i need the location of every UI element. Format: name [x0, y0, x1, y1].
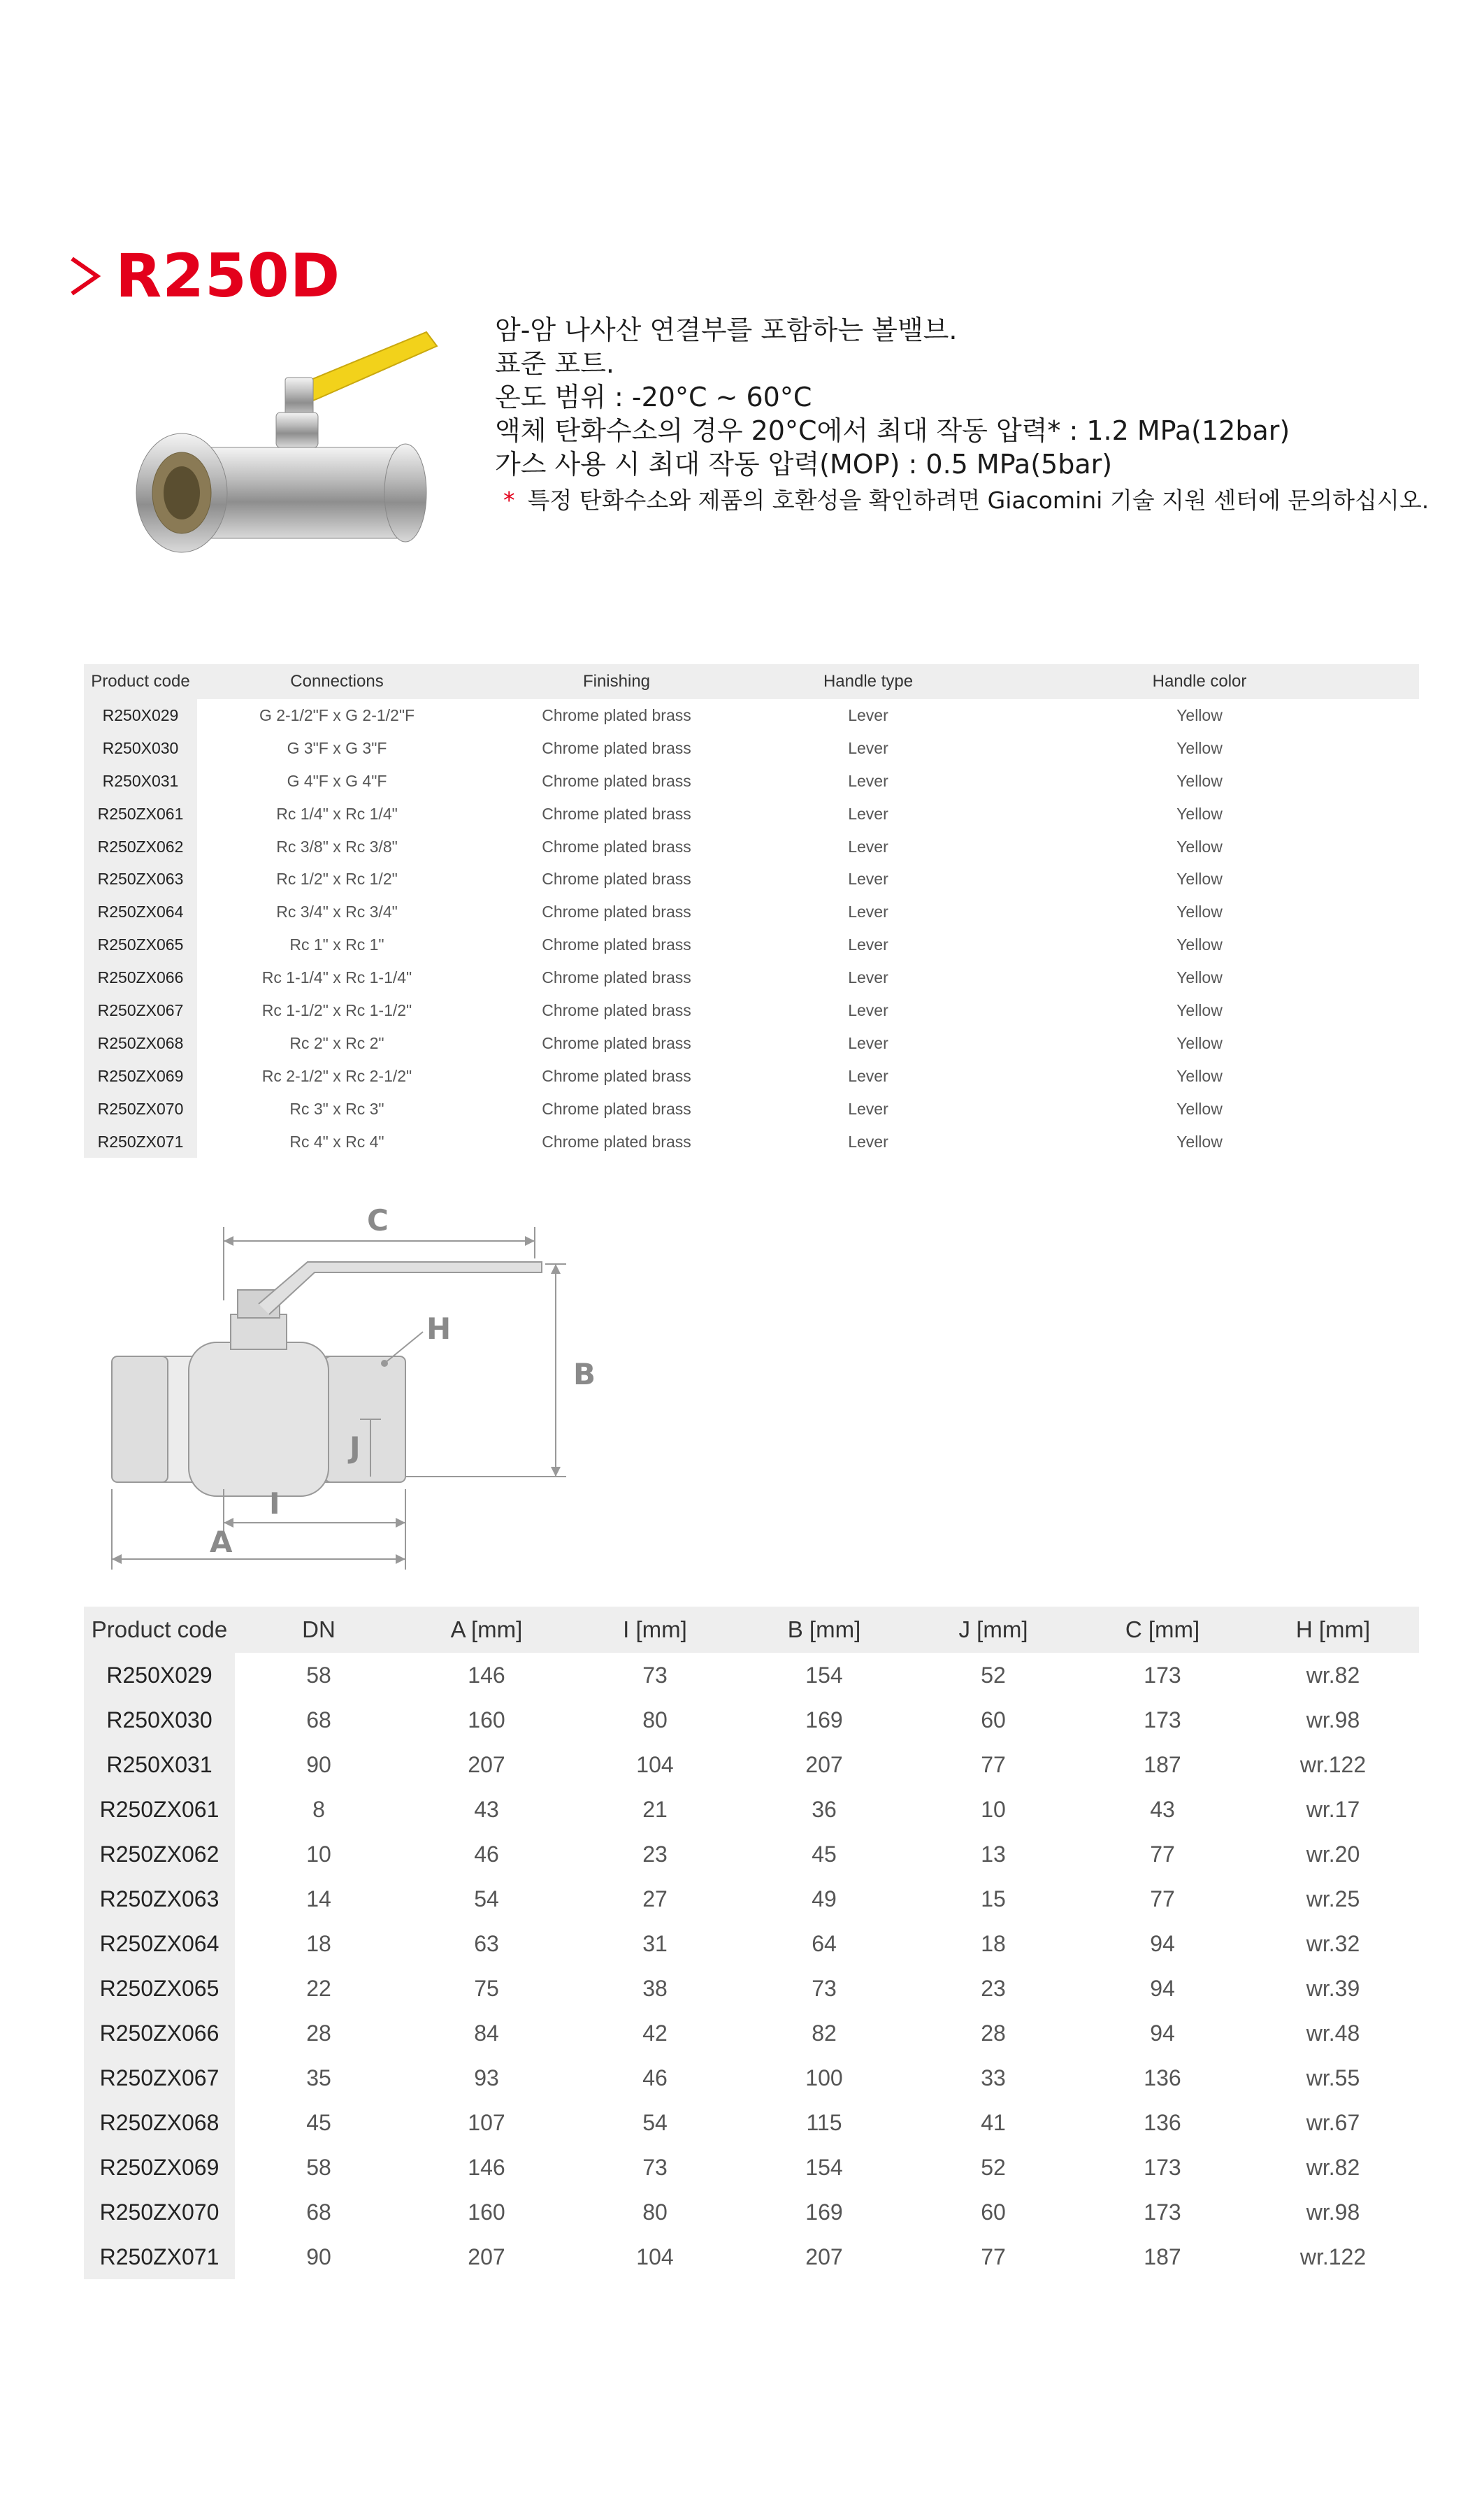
table-row	[84, 2055, 1419, 2100]
table-cell: 8	[312, 1796, 325, 1822]
table-cell: Rc 3/8" x Rc 3/8"	[197, 831, 477, 863]
table-cell: 207	[468, 1751, 505, 1777]
table-cell: Yellow	[980, 699, 1419, 732]
table-cell: 63	[474, 1930, 499, 1956]
column-header: J [mm]	[909, 1607, 1078, 1653]
table-cell: 54	[474, 1886, 499, 1911]
table-cell: Rc 3/4" x Rc 3/4"	[197, 896, 477, 928]
product-code-cell: R250X029	[84, 1653, 235, 1698]
table-cell: 68	[306, 1707, 331, 1732]
column-header: A [mm]	[403, 1607, 570, 1653]
table-cell: Chrome plated brass	[477, 896, 756, 928]
table-cell: 33	[981, 2065, 1006, 2090]
table-cell: 187	[1144, 2244, 1181, 2269]
table-cell: 169	[805, 1707, 843, 1732]
table-cell: Rc 1-1/2" x Rc 1-1/2"	[261, 1000, 412, 1019]
column-header: Finishing	[477, 664, 756, 699]
table-cell: wr.67	[1306, 2109, 1360, 2135]
table-cell: 64	[812, 1930, 837, 1956]
table-cell: 154	[805, 1662, 843, 1688]
table-row	[84, 2190, 1419, 2234]
table-cell: Lever	[848, 1132, 888, 1151]
table-cell: 82	[812, 2020, 837, 2046]
description-line: 암-암 나사산 연결부를 포함하는 볼밸브.	[495, 315, 958, 345]
table-row	[84, 994, 1419, 1027]
table-cell: Chrome plated brass	[542, 738, 691, 757]
table-cell: 146	[468, 2154, 505, 2180]
product-code-cell: R250ZX063	[84, 1876, 235, 1921]
table-cell: wr.122	[1299, 1751, 1367, 1777]
column-header: Handle color	[980, 664, 1419, 699]
product-code-cell: R250ZX061	[84, 1787, 235, 1832]
table-cell: Chrome plated brass	[542, 1132, 691, 1151]
table-cell: 28	[981, 2020, 1006, 2046]
table-row	[84, 2145, 1419, 2190]
table-cell: wr.17	[1306, 1796, 1360, 1822]
table-cell: wr.20	[1306, 1841, 1360, 1867]
table-row	[84, 1787, 1419, 1832]
column-header: DN	[235, 1607, 403, 1653]
product-code-cell: R250ZX062	[84, 1832, 235, 1876]
chevron-right-icon	[66, 252, 103, 301]
table-row	[84, 1653, 1419, 1698]
table-cell: Chrome plated brass	[542, 804, 691, 823]
table-cell: Chrome plated brass	[477, 765, 756, 798]
table-row	[84, 831, 1419, 863]
table-cell: Lever	[848, 738, 888, 757]
table-cell: 43	[474, 1796, 499, 1822]
table-cell: Chrome plated brass	[477, 699, 756, 732]
dim-label-c: C	[367, 1203, 389, 1237]
table-cell: 84	[474, 2020, 499, 2046]
table-cell: Lever	[756, 1027, 980, 1060]
table-row	[84, 928, 1419, 961]
table-cell: Chrome plated brass	[477, 1027, 756, 1060]
table-cell: 45	[812, 1841, 837, 1867]
table-cell: Yellow	[980, 961, 1419, 994]
table-cell: 42	[642, 2020, 668, 2046]
table-cell: 169	[805, 2199, 843, 2225]
dimension-diagram	[84, 1189, 629, 1580]
column-header: B [mm]	[740, 1607, 909, 1653]
product-code-cell: R250ZX070	[84, 2190, 235, 2234]
table-cell: 94	[1150, 2020, 1175, 2046]
table-cell: 52	[981, 1662, 1006, 1688]
table-cell: Yellow	[980, 1027, 1419, 1060]
table-cell: 75	[474, 1975, 499, 2001]
table-row	[84, 1093, 1419, 1126]
table-cell: Lever	[756, 961, 980, 994]
spec-table	[84, 664, 1419, 1158]
product-code-cell: R250ZX061	[84, 798, 197, 831]
table-cell: Yellow	[1176, 870, 1223, 889]
product-code-cell: R250ZX068	[84, 1027, 197, 1060]
table-row	[84, 2234, 1419, 2279]
product-code-cell: R250ZX062	[84, 831, 197, 863]
table-cell: Rc 4" x Rc 4"	[289, 1132, 384, 1151]
table-cell: wr.98	[1306, 1707, 1360, 1732]
table-cell: Lever	[756, 699, 980, 732]
table-cell: wr.48	[1306, 2020, 1360, 2046]
table-cell: 94	[1150, 1930, 1175, 1956]
table-row	[84, 896, 1419, 928]
table-cell: Yellow	[1176, 1066, 1223, 1085]
table-cell: Chrome plated brass	[542, 1066, 691, 1085]
dimension-table-body	[84, 1653, 1419, 2279]
table-cell: Yellow	[980, 896, 1419, 928]
table-cell: Rc 2" x Rc 2"	[197, 1027, 477, 1060]
table-cell: 41	[981, 2109, 1006, 2135]
product-code-cell: R250ZX069	[84, 2145, 235, 2190]
product-code-cell: R250ZX063	[84, 863, 197, 896]
column-header: Product code	[84, 1607, 235, 1653]
table-cell: 173	[1144, 2154, 1181, 2180]
table-cell: 104	[636, 2244, 674, 2269]
table-cell: 90	[306, 2244, 331, 2269]
table-row	[84, 1698, 1419, 1742]
table-cell: 146	[468, 1662, 505, 1688]
table-cell: 31	[642, 1930, 668, 1956]
table-cell: Chrome plated brass	[542, 935, 691, 954]
product-description	[495, 313, 1460, 481]
dim-label-h: H	[426, 1312, 452, 1346]
table-cell: Lever	[756, 831, 980, 863]
ball-valve-photo	[98, 308, 489, 587]
table-cell: wr.32	[1306, 1930, 1360, 1956]
table-cell: 77	[1150, 1886, 1175, 1911]
column-header: C [mm]	[1078, 1607, 1247, 1653]
table-cell: 136	[1144, 2065, 1181, 2090]
product-header	[66, 238, 340, 315]
product-code-cell: R250ZX068	[84, 2100, 235, 2145]
table-cell: wr.39	[1306, 1975, 1360, 2001]
table-cell: G 3"F x G 3"F	[287, 738, 387, 757]
table-cell: Lever	[848, 870, 888, 889]
table-cell: 43	[1150, 1796, 1175, 1822]
table-cell: 207	[805, 1751, 843, 1777]
table-cell: Rc 1" x Rc 1"	[289, 935, 384, 954]
footnote	[503, 482, 1429, 515]
table-cell: Yellow	[980, 831, 1419, 863]
table-cell: 46	[642, 2065, 668, 2090]
table-cell: G 2-1/2"F x G 2-1/2"F	[197, 699, 477, 732]
column-header: Product code	[84, 664, 197, 699]
table-row	[84, 863, 1419, 896]
table-cell: 68	[306, 2199, 331, 2225]
table-cell: 18	[306, 1930, 331, 1956]
table-cell: 100	[805, 2065, 843, 2090]
table-cell: 46	[474, 1841, 499, 1867]
table-row	[84, 732, 1419, 765]
table-cell: wr.82	[1306, 2154, 1360, 2180]
product-code-cell: R250ZX071	[84, 1126, 197, 1158]
dim-label-b: B	[573, 1357, 596, 1391]
table-cell: 60	[981, 2199, 1006, 2225]
product-code-cell: R250ZX069	[84, 1060, 197, 1093]
table-cell: 207	[805, 2244, 843, 2269]
dim-label-a: A	[210, 1525, 233, 1559]
table-cell: Yellow	[980, 765, 1419, 798]
dim-label-j: J	[350, 1430, 361, 1465]
table-cell: Yellow	[1176, 804, 1223, 823]
table-cell: 115	[806, 2109, 842, 2135]
table-cell: 73	[642, 2154, 668, 2180]
table-cell: 58	[306, 2154, 331, 2180]
table-cell: 73	[642, 1662, 668, 1688]
column-header: H [mm]	[1247, 1607, 1419, 1653]
table-cell: 52	[981, 2154, 1006, 2180]
table-cell: wr.98	[1306, 2199, 1360, 2225]
table-cell: Chrome plated brass	[477, 961, 756, 994]
table-cell: Rc 1/4" x Rc 1/4"	[276, 804, 398, 823]
product-code-cell: R250ZX066	[84, 2011, 235, 2055]
table-cell: 58	[306, 1662, 331, 1688]
table-cell: 21	[642, 1796, 668, 1822]
spec-table-body	[84, 699, 1419, 1158]
table-cell: Lever	[848, 935, 888, 954]
table-cell: 80	[642, 1707, 668, 1732]
footnote-text: 특정 탄화수소와 제품의 호환성을 확인하려면 Giacomini 기술 지원 센터에 문의하십시오.	[527, 487, 1429, 514]
table-cell: 94	[1150, 1975, 1175, 2001]
product-code-cell: R250ZX071	[84, 2234, 235, 2279]
dimension-table	[84, 1607, 1419, 2279]
table-row	[84, 1921, 1419, 1966]
table-cell: 160	[468, 2199, 505, 2225]
table-cell: 23	[981, 1975, 1006, 2001]
table-cell: 73	[812, 1975, 837, 2001]
product-code-cell: R250ZX070	[84, 1093, 197, 1126]
table-cell: 173	[1144, 2199, 1181, 2225]
column-header: Connections	[197, 664, 477, 699]
table-cell: 10	[306, 1841, 331, 1867]
table-cell: Yellow	[1176, 738, 1223, 757]
product-code-cell: R250X030	[84, 1698, 235, 1742]
table-cell: 10	[981, 1796, 1006, 1822]
table-cell: 35	[306, 2065, 331, 2090]
table-cell: 207	[468, 2244, 505, 2269]
table-cell: wr.82	[1306, 1662, 1360, 1688]
table-row	[84, 699, 1419, 732]
footnote-marker: *	[503, 487, 515, 514]
table-row	[84, 1832, 1419, 1876]
table-cell: 77	[1150, 1841, 1175, 1867]
table-cell: wr.55	[1306, 2065, 1360, 2090]
table-cell: Chrome plated brass	[477, 1093, 756, 1126]
table-cell: 173	[1144, 1662, 1181, 1688]
column-header: I [mm]	[570, 1607, 740, 1653]
description-line: 액체 탄화수소의 경우 20°C에서 최대 작동 압력* : 1.2 MPa(12bar)	[495, 415, 1290, 446]
table-cell: 45	[306, 2109, 331, 2135]
product-code-cell: R250ZX067	[84, 2055, 235, 2100]
table-cell: Lever	[756, 896, 980, 928]
table-cell: 14	[306, 1886, 331, 1911]
table-row	[84, 961, 1419, 994]
description-line: 표준 포트.	[495, 348, 614, 379]
table-cell: wr.25	[1306, 1886, 1360, 1911]
table-cell: 173	[1144, 1707, 1181, 1732]
table-cell: G 4"F x G 4"F	[197, 765, 477, 798]
table-cell: Lever	[848, 804, 888, 823]
product-code-cell: R250X030	[84, 732, 197, 765]
table-cell: 104	[636, 1751, 674, 1777]
table-cell: 28	[306, 2020, 331, 2046]
product-code-cell: R250ZX065	[84, 928, 197, 961]
table-cell: wr.122	[1299, 2244, 1367, 2269]
table-cell: Rc 2-1/2" x Rc 2-1/2"	[261, 1066, 412, 1085]
table-cell: Rc 1-1/4" x Rc 1-1/4"	[197, 961, 477, 994]
table-cell: Yellow	[980, 1093, 1419, 1126]
table-row	[84, 2011, 1419, 2055]
description-line: 가스 사용 시 최대 작동 압력(MOP) : 0.5 MPa(5bar)	[495, 449, 1113, 480]
table-cell: 80	[642, 2199, 668, 2225]
table-cell: 36	[812, 1796, 837, 1822]
table-cell: 22	[306, 1975, 331, 2001]
table-cell: 77	[981, 2244, 1006, 2269]
dim-label-i: I	[269, 1486, 280, 1521]
table-cell: 160	[468, 1707, 505, 1732]
table-cell: 136	[1144, 2109, 1181, 2135]
table-cell: 107	[468, 2109, 505, 2135]
table-cell: Chrome plated brass	[542, 1000, 691, 1019]
table-cell: Yellow	[1176, 1132, 1223, 1151]
table-row	[84, 1060, 1419, 1093]
product-code-cell: R250ZX064	[84, 896, 197, 928]
table-cell: 18	[981, 1930, 1006, 1956]
table-row	[84, 765, 1419, 798]
table-cell: Lever	[848, 1066, 888, 1085]
spec-table-header	[84, 664, 1419, 699]
product-code-cell: R250ZX064	[84, 1921, 235, 1966]
table-cell: Chrome plated brass	[542, 870, 691, 889]
product-code-cell: R250ZX067	[84, 994, 197, 1027]
table-cell: Rc 3" x Rc 3"	[197, 1093, 477, 1126]
product-code-cell: R250ZX066	[84, 961, 197, 994]
table-cell: 77	[981, 1751, 1006, 1777]
column-header: Handle type	[756, 664, 980, 699]
table-row	[84, 1742, 1419, 1787]
table-cell: Yellow	[1176, 935, 1223, 954]
table-cell: 38	[642, 1975, 668, 2001]
table-row	[84, 2100, 1419, 2145]
dimension-table-header	[84, 1607, 1419, 1653]
table-cell: 15	[981, 1886, 1006, 1911]
table-cell: Lever	[848, 1000, 888, 1019]
product-code-cell: R250ZX065	[84, 1966, 235, 2011]
table-row	[84, 1027, 1419, 1060]
table-cell: Chrome plated brass	[477, 831, 756, 863]
table-row	[84, 1126, 1419, 1158]
table-row	[84, 1966, 1419, 2011]
table-cell: 154	[805, 2154, 843, 2180]
table-cell: 23	[642, 1841, 668, 1867]
table-cell: 49	[812, 1886, 837, 1911]
table-row	[84, 1876, 1419, 1921]
table-cell: 187	[1144, 1751, 1181, 1777]
table-cell: 60	[981, 1707, 1006, 1732]
table-row	[84, 798, 1419, 831]
product-title: R250D	[115, 241, 341, 311]
table-cell: 54	[642, 2109, 668, 2135]
product-code-cell: R250X031	[84, 1742, 235, 1787]
table-cell: Lever	[756, 765, 980, 798]
table-cell: Lever	[756, 1093, 980, 1126]
table-cell: 27	[642, 1886, 668, 1911]
description-line: 온도 범위 : -20°C ~ 60°C	[495, 382, 812, 412]
table-cell: Yellow	[1176, 1000, 1223, 1019]
table-cell: Rc 1/2" x Rc 1/2"	[276, 870, 398, 889]
product-code-cell: R250X029	[84, 699, 197, 732]
product-code-cell: R250X031	[84, 765, 197, 798]
table-cell: 13	[981, 1841, 1006, 1867]
table-cell: 93	[474, 2065, 499, 2090]
table-cell: 90	[306, 1751, 331, 1777]
